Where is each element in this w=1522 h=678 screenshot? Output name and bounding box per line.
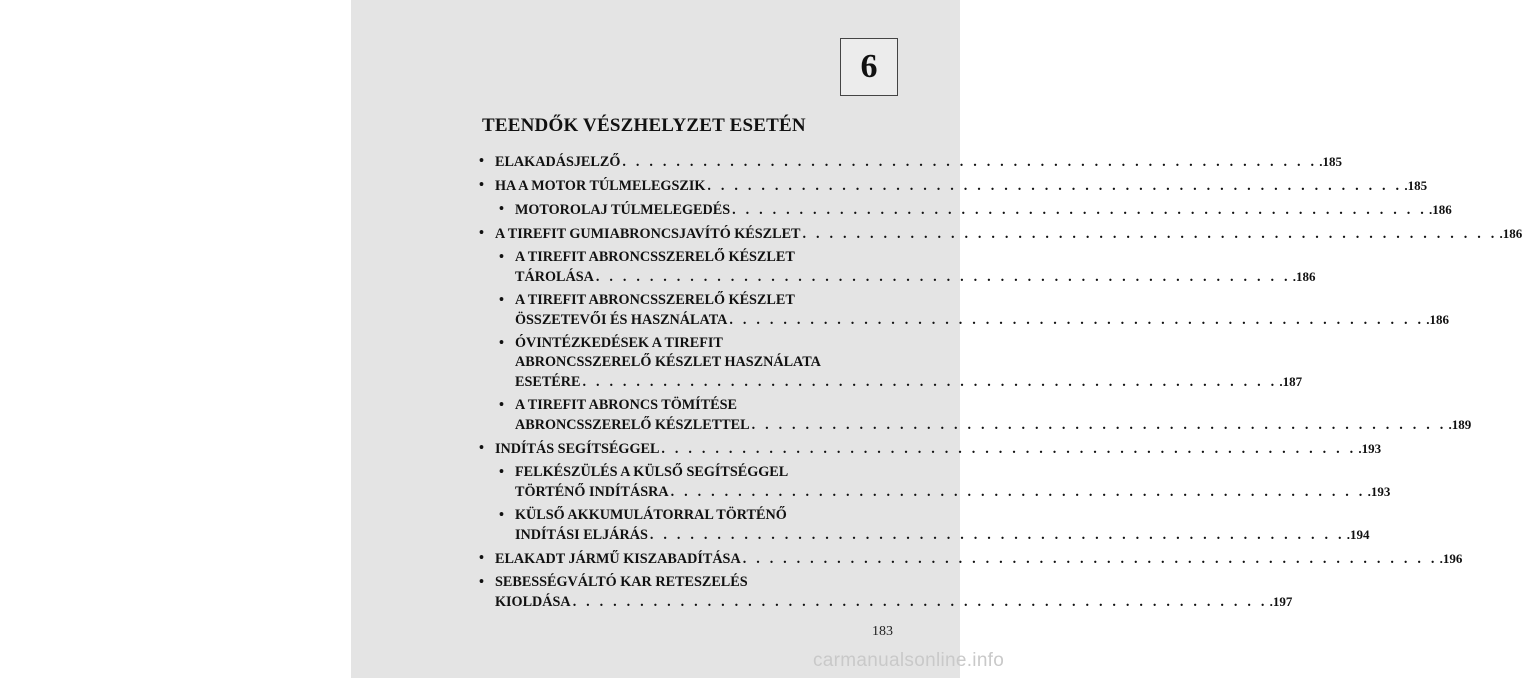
watermark: carmanualsonline.info xyxy=(813,650,1005,671)
bullet-icon: • xyxy=(479,550,484,566)
toc-entry[interactable] xyxy=(479,334,1303,392)
toc-entry-title: MOTOROLAJ TÚLMELEGEDÉS xyxy=(515,202,731,218)
manual-page xyxy=(351,0,1522,678)
toc-entry-title: A TIREFIT ABRONCS TÖMÍTÉSE xyxy=(515,397,737,413)
toc-entry-title: KIOLDÁSA xyxy=(495,594,571,610)
toc-entry[interactable] xyxy=(479,248,1316,287)
toc-page-number: .187 xyxy=(1279,374,1303,389)
toc-page-number: .186 xyxy=(1292,269,1316,284)
bullet-icon: • xyxy=(479,440,484,456)
bullet-icon: • xyxy=(479,574,484,590)
toc-entry[interactable] xyxy=(479,506,1370,545)
toc-entry[interactable] xyxy=(479,396,1472,435)
toc-entry[interactable] xyxy=(479,176,1428,196)
toc-entry-title: ABRONCSSZERELŐ KÉSZLETTEL xyxy=(515,417,750,433)
dot-leader: . . . . . . . . . . . . . . . . . . . . . . . . . . . . . . . . . . . . . . . . . . . . . . . . . . . . xyxy=(742,551,1438,567)
page-number: 183 xyxy=(872,624,893,639)
toc-page-number: .196 xyxy=(1439,551,1463,566)
toc-entry-title: A TIREFIT GUMIABRONCSJAVÍTÓ KÉSZLET xyxy=(495,226,801,242)
chapter-number: 6 xyxy=(860,48,878,85)
table-of-contents xyxy=(479,152,1522,616)
toc-entry[interactable] xyxy=(479,573,1293,612)
toc-entry-title: INDÍTÁS SEGÍTSÉGGEL xyxy=(495,441,660,457)
toc-page-number: .185 xyxy=(1404,178,1428,193)
bullet-icon: • xyxy=(499,335,504,351)
toc-entry-title: TÖRTÉNŐ INDÍTÁSRA xyxy=(515,484,669,500)
dot-leader: . . . . . . . . . . . . . . . . . . . . . . . . . . . . . . . . . . . . . . . . . . . . . . . . . . . . xyxy=(729,312,1425,328)
toc-page-number: .186 xyxy=(1429,202,1452,217)
toc-page-number: .185 xyxy=(1319,154,1343,169)
toc-entry-title: HA A MOTOR TÚLMELEGSZIK xyxy=(495,178,706,194)
toc-entry-title: ÖSSZETEVŐI ÉS HASZNÁLATA xyxy=(515,312,728,328)
toc-entry-title: INDÍTÁSI ELJÁRÁS xyxy=(515,527,648,543)
toc-entry[interactable] xyxy=(479,291,1450,330)
toc-entry-title: SEBESSÉGVÁLTÓ KAR RETESZELÉS xyxy=(495,574,748,590)
dot-leader: . . . . . . . . . . . . . . . . . . . . . . . . . . . . . . . . . . . . . . . . . . . . . . . . . . . . xyxy=(649,527,1345,543)
bullet-icon: • xyxy=(499,464,504,480)
bullet-icon: • xyxy=(499,201,504,217)
bullet-icon: • xyxy=(479,153,484,169)
toc-entry[interactable] xyxy=(479,152,1343,172)
bullet-icon: • xyxy=(479,177,484,193)
toc-entry-title: ESETÉRE xyxy=(515,374,581,390)
toc-entry-title: FELKÉSZÜLÉS A KÜLSŐ SEGÍTSÉGGEL xyxy=(515,464,789,480)
toc-entry-title: TÁROLÁSA xyxy=(515,269,594,285)
bullet-icon: • xyxy=(499,397,504,413)
toc-page-number: .194 xyxy=(1346,527,1370,542)
toc-entry[interactable] xyxy=(479,439,1382,459)
toc-entry-title: ÓVINTÉZKEDÉSEK A TIREFIT xyxy=(515,335,723,351)
toc-page-number: .186 xyxy=(1499,226,1522,241)
dot-leader: . . . . . . . . . . . . . . . . . . . . . . . . . . . . . . . . . . . . . . . . . . . . . . . . . . . . xyxy=(707,178,1403,194)
dot-leader: . . . . . . . . . . . . . . . . . . . . . . . . . . . . . . . . . . . . . . . . . . . . . . . . . . . . xyxy=(582,374,1278,390)
toc-entry-title: A TIREFIT ABRONCSSZERELŐ KÉSZLET xyxy=(515,292,795,308)
bullet-icon: • xyxy=(499,249,504,265)
chapter-title: TEENDŐK VÉSZHELYZET ESETÉN xyxy=(482,115,806,136)
toc-entry[interactable] xyxy=(479,224,1522,244)
bullet-icon: • xyxy=(499,292,504,308)
toc-entry-title: ELAKADÁSJELZŐ xyxy=(495,154,621,170)
dot-leader: . . . . . . . . . . . . . . . . . . . . . . . . . . . . . . . . . . . . . . . . . . . . . . . . . . . . xyxy=(670,484,1366,500)
dot-leader: . . . . . . . . . . . . . . . . . . . . . . . . . . . . . . . . . . . . . . . . . . . . . . . . . . . . xyxy=(595,269,1291,285)
toc-page-number: .186 xyxy=(1426,312,1450,327)
dot-leader: . . . . . . . . . . . . . . . . . . . . . . . . . . . . . . . . . . . . . . . . . . . . . . . . . . . . xyxy=(622,154,1318,170)
toc-entry[interactable] xyxy=(479,463,1391,502)
blank-left-page xyxy=(0,0,351,678)
bullet-icon: • xyxy=(479,225,484,241)
toc-entry-title: ABRONCSSZERELŐ KÉSZLET HASZNÁLATA xyxy=(515,354,821,370)
toc-entry[interactable] xyxy=(479,200,1452,220)
bullet-icon: • xyxy=(499,507,504,523)
dot-leader: . . . . . . . . . . . . . . . . . . . . . . . . . . . . . . . . . . . . . . . . . . . . . . . . . . . . xyxy=(802,226,1498,242)
toc-entry-title: ELAKADT JÁRMŰ KISZABADÍTÁSA xyxy=(495,551,741,567)
toc-page-number: .193 xyxy=(1367,484,1391,499)
dot-leader: . . . . . . . . . . . . . . . . . . . . . . . . . . . . . . . . . . . . . . . . . . . . . . . . . . . . xyxy=(732,202,1428,218)
toc-entry-title: A TIREFIT ABRONCSSZERELŐ KÉSZLET xyxy=(515,249,795,265)
dot-leader: . . . . . . . . . . . . . . . . . . . . . . . . . . . . . . . . . . . . . . . . . . . . . . . . . . . . xyxy=(572,594,1268,610)
dot-leader: . . . . . . . . . . . . . . . . . . . . . . . . . . . . . . . . . . . . . . . . . . . . . . . . . . . . xyxy=(661,441,1357,457)
chapter-number-box xyxy=(840,38,898,96)
toc-entry-title: KÜLSŐ AKKUMULÁTORRAL TÖRTÉNŐ xyxy=(515,507,787,523)
toc-page-number: .189 xyxy=(1448,417,1472,432)
toc-page-number: .193 xyxy=(1358,441,1382,456)
toc-page-number: .197 xyxy=(1269,594,1293,609)
toc-entry[interactable] xyxy=(479,549,1463,569)
dot-leader: . . . . . . . . . . . . . . . . . . . . . . . . . . . . . . . . . . . . . . . . . . . . . . . . . . . . xyxy=(751,417,1447,433)
